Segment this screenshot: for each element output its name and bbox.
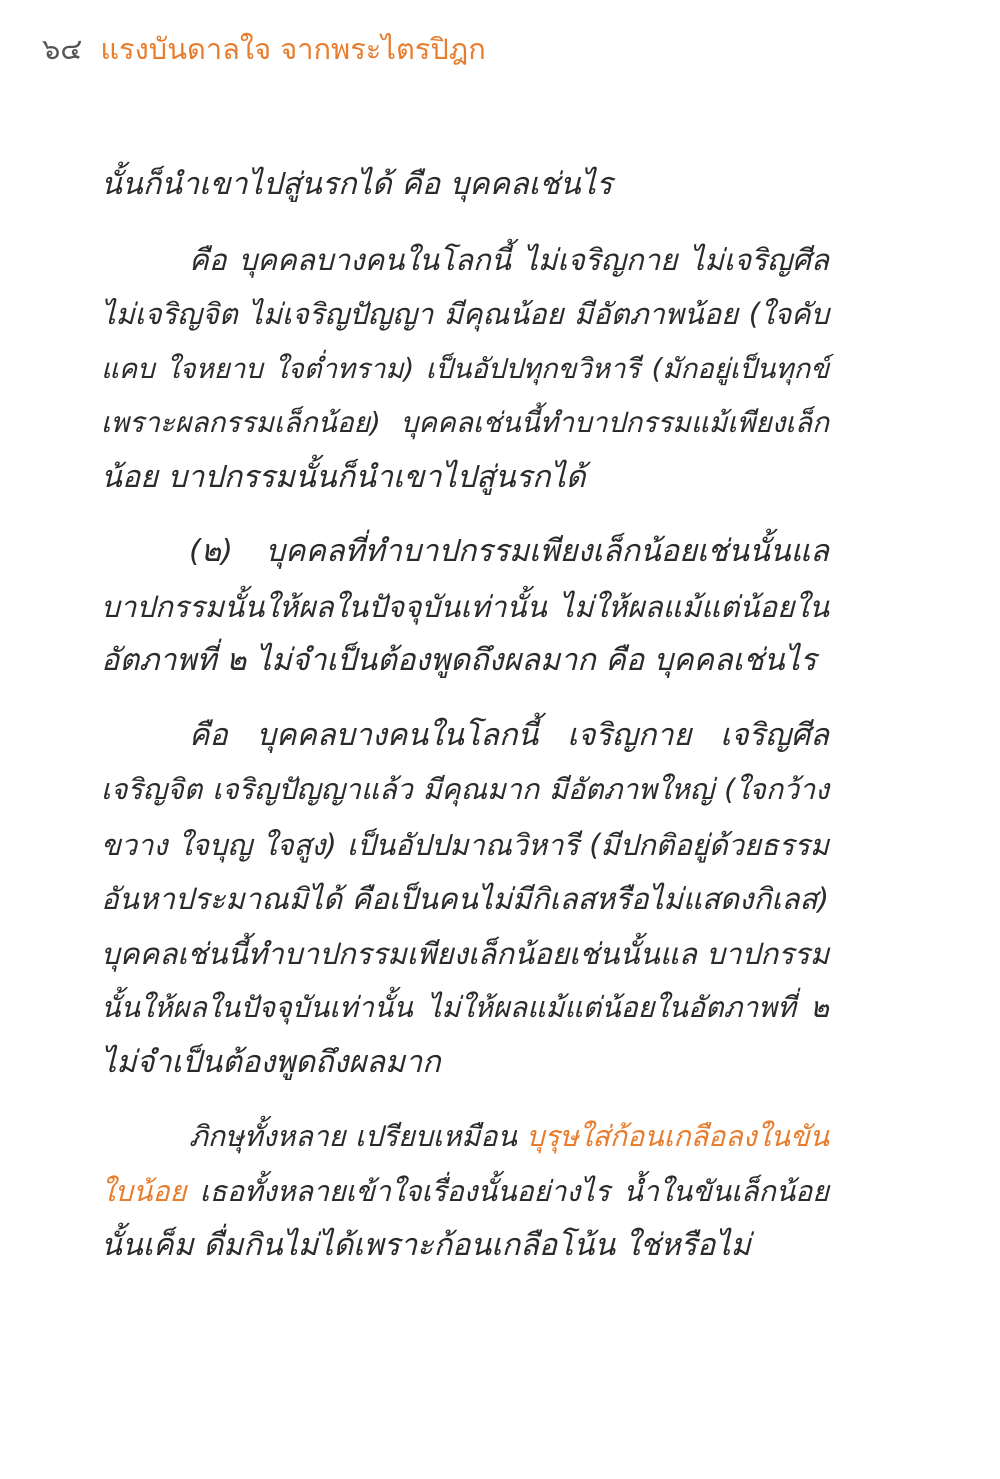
book-title: แรงบันดาลใจ จากพระไตรปิฎก — [100, 32, 486, 66]
paragraph-4-line-1: คือ บุคคลบางคนในโลกนี้ เจริญกาย เจริญศีล — [189, 717, 829, 753]
paragraph-5-text: ภิกษุทั้งหลาย เปรียบเหมือน — [189, 1120, 527, 1153]
paragraph-4-line-5: บุคคลเช่นนี้ทำบาปกรรมเพียงเล็กน้อยเช่นนั้นแล บาปกรรม — [101, 936, 830, 971]
paragraph-5-line-1 — [101, 1110, 829, 1165]
page-number: ๖๔ — [42, 32, 83, 66]
paragraph-5-line-2 — [101, 1165, 829, 1220]
paragraph-3-line-3: อัตภาพที่ ๒ ไม่จำเป็นต้องพูดถึงผลมาก คือ บุคคลเช่นไร — [101, 643, 817, 678]
paragraph-2-line-5: น้อย บาปกรรมนั้นก็นำเขาไปสู่นรกได้ — [101, 459, 586, 495]
paragraph-5-line-3: นั้นเค็ม ดื่มกินไม่ได้เพราะก้อนเกลือโน้น ใช่หรือไม่ — [101, 1228, 751, 1263]
paragraph-2-line-1: คือ บุคคลบางคนในโลกนี้ ไม่เจริญกาย ไม่เจริญศีล — [189, 242, 829, 277]
paragraph-1-line-1: นั้นก็นำเขาไปสู่นรกได้ คือ บุคคลเช่นไร — [101, 167, 613, 202]
highlighted-phrase: บุรุษใส่ก้อนเกลือลงในขัน — [526, 1120, 829, 1153]
paragraph-4-line-7: ไม่จำเป็นต้องพูดถึงผลมาก — [101, 1044, 441, 1080]
paragraph-4-line-3: ขวาง ใจบุญ ใจสูง) เป็นอัปปมาณวิหารี (มีปกติอยู่ด้วยธรรม — [101, 827, 829, 862]
paragraph-5-text: เธอทั้งหลายเข้าใจเรื่องนั้นอย่างไร น้ำในขันเล็กน้อย — [186, 1174, 829, 1208]
paragraph-2-line-4: เพราะผลกรรมเล็กน้อย) บุคคลเช่นนี้ทำบาปกรรมแม้เพียงเล็ก — [101, 406, 829, 439]
highlighted-phrase-continued: ใบน้อย — [101, 1174, 187, 1208]
body-text — [101, 158, 829, 1274]
paragraph-3-line-2: บาปกรรมนั้นให้ผลในปัจจุบันเท่านั้น ไม่ให้ผลแม้แต่น้อยใน — [101, 589, 829, 624]
paragraph-2-line-3: แคบ ใจหยาบ ใจต่ำทราม) เป็นอัปปทุกขวิหารี (มักอยู่เป็นทุกข์ — [101, 352, 829, 385]
paragraph-4-line-2: เจริญจิต เจริญปัญญาแล้ว มีคุณมาก มีอัตภาพใหญ่ (ใจกว้าง — [101, 773, 829, 806]
paragraph-3-line-1: (๒) บุคคลที่ทำบาปกรรมเพียงเล็กน้อยเช่นนั้นแล — [189, 534, 829, 569]
paragraph-2-line-2: ไม่เจริญจิต ไม่เจริญปัญญา มีคุณน้อย มีอัตภาพน้อย (ใจคับ — [101, 297, 829, 331]
paragraph-4-line-6: นั้นให้ผลในปัจจุบันเท่านั้น ไม่ให้ผลแม้แต่น้อยในอัตภาพที่ ๒ — [101, 991, 829, 1024]
paragraph-4-line-4: อันหาประมาณมิได้ คือเป็นคนไม่มีกิเลสหรือไม่แสดงกิเลส) — [101, 882, 829, 916]
running-head — [42, 26, 486, 72]
